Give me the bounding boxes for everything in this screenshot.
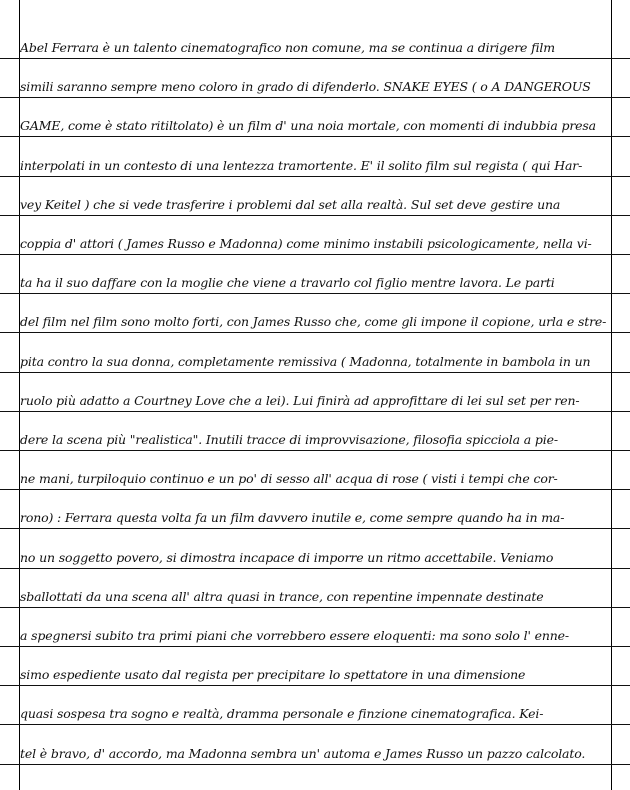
text-line [20, 658, 612, 692]
text-line-content: simo espediente usato dal regista per precipitare lo spettatore in una dimensione [20, 667, 526, 682]
text-line [20, 345, 612, 379]
text-line [20, 737, 612, 771]
text-line-content: interpolati in un contesto di una lentezza tramortente. E' il solito film sul regista ( qui Har- [20, 158, 583, 173]
text-line-content: quasi sospesa tra sogno e realtà, dramma personale e finzione cinematografica. Kei- [20, 706, 544, 721]
text-line-content: del film nel film sono molto forti, con James Russo che, come gli impone il copione, urla e stre- [20, 314, 607, 329]
text-line [20, 305, 612, 339]
text-line-content: ruolo più adatto a Courtney Love che a lei). Lui finirà ad approfittare di lei sul set per ren- [20, 393, 580, 408]
text-line-content: no un soggetto povero, si dimostra incapace di imporre un ritmo accettabile. Veniamo [20, 550, 554, 565]
text-line [20, 227, 612, 261]
text-line [20, 462, 612, 496]
text-line [20, 70, 612, 104]
text-line-content: GAME, come è stato ritiltolato) è un film d' una noia mortale, con momenti di indubbia presa [20, 118, 596, 133]
text-line [20, 541, 612, 575]
text-line-content: rono) : Ferrara questa volta fa un film davvero inutile e, come sempre quando ha in ma- [20, 510, 565, 525]
text-line-content: a spegnersi subito tra primi piani che vorrebbero essere eloquenti: ma sono solo l' enne- [20, 628, 569, 643]
text-line [20, 501, 612, 535]
text-line [20, 384, 612, 418]
text-line [20, 266, 612, 300]
text-line [20, 423, 612, 457]
text-line-content: pita contro la sua donna, completamente remissiva ( Madonna, totalmente in bambola in un [20, 354, 591, 369]
text-line-content: ta ha il suo daffare con la moglie che viene a travarlo col figlio mentre lavora. Le parti [20, 275, 555, 290]
text-line [20, 31, 612, 65]
text-line-content: vey Keitel ) che si vede trasferire i problemi dal set alla realtà. Sul set deve gestire una [20, 197, 561, 212]
text-line [20, 580, 612, 614]
text-line [20, 697, 612, 731]
text-line-content: tel è bravo, d' accordo, ma Madonna sembra un' automa e James Russo un pazzo calcolato. [20, 746, 586, 761]
text-line [20, 149, 612, 183]
text-line-content: dere la scena più "realistica". Inutili tracce di improvvisazione, filosofia spicciola a pie- [20, 432, 558, 447]
text-line-content: coppia d' attori ( James Russo e Madonna) come minimo instabili psicologicamente, nella vi- [20, 236, 592, 251]
text-line-content: Abel Ferrara è un talento cinematografico non comune, ma se continua a dirigere film [20, 40, 555, 55]
text-line [20, 619, 612, 653]
text-line-content: simili saranno sempre meno coloro in grado di difenderlo. SNAKE EYES ( o A DANGEROUS [20, 79, 591, 94]
text-line-content: ne mani, turpiloquio continuo e un po' di sesso all' acqua di rose ( visti i tempi che cor- [20, 471, 558, 486]
text-line-content: sballottati da una scena all' altra quasi in trance, con repentine impennate destinate [20, 589, 544, 604]
text-line [20, 109, 612, 143]
text-line [20, 188, 612, 222]
